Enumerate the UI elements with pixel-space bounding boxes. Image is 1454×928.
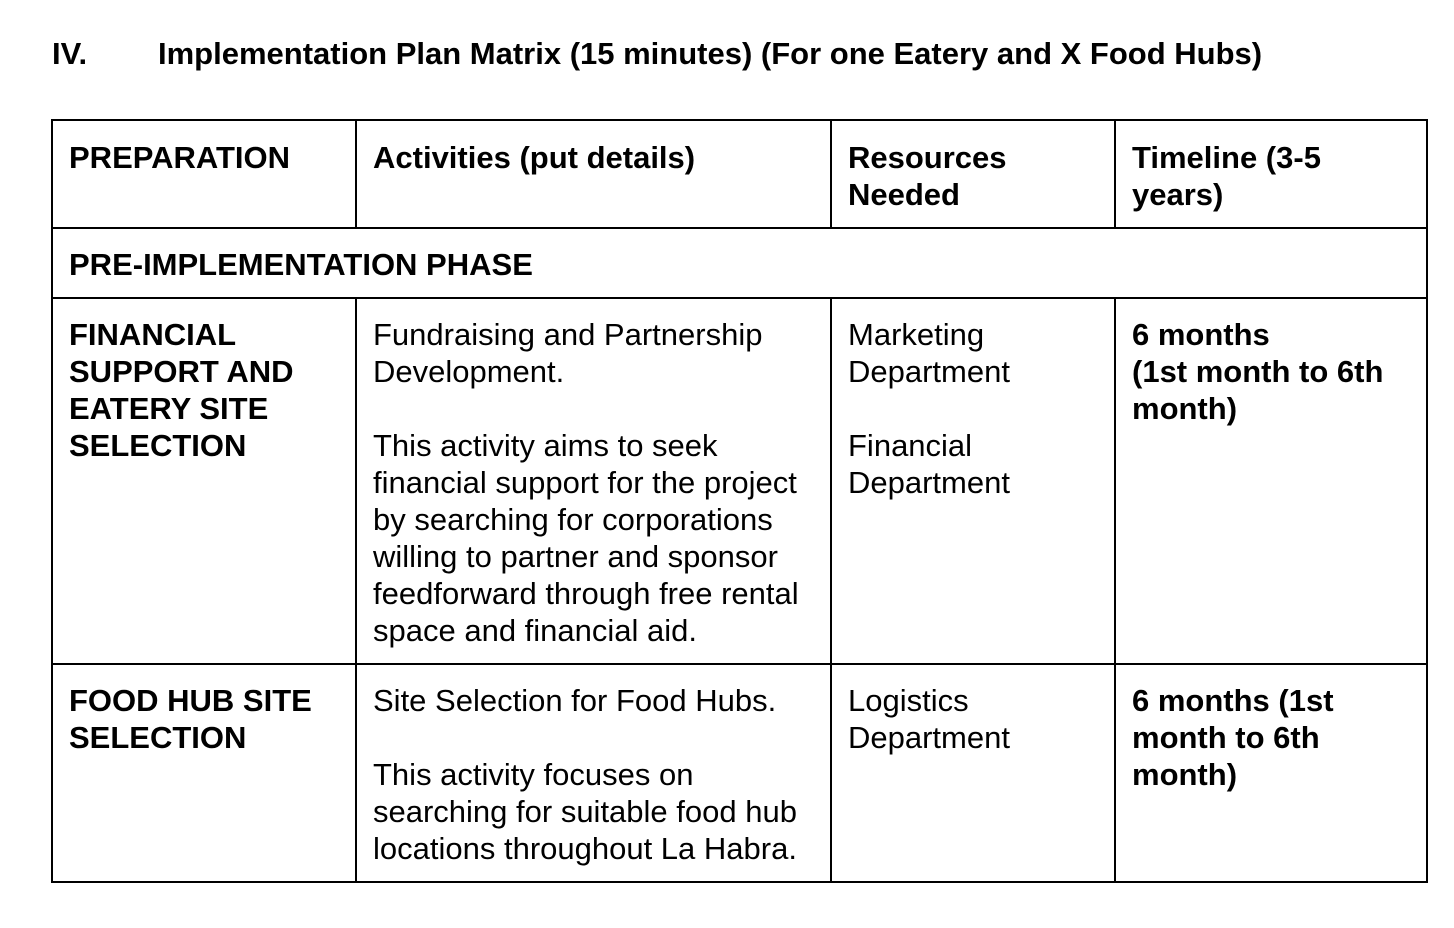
timeline-cell [1115,298,1427,664]
section-title: Implementation Plan Matrix (15 minutes) (For one Eatery and X Food Hubs) [158,36,1263,71]
resource-item: Financial Department [848,428,1010,500]
activities-cell [356,664,831,882]
activity-title: Fundraising and Partnership Development. [373,317,763,389]
preparation-cell: FOOD HUB SITE SELECTION [52,664,356,882]
phase-label: PRE-IMPLEMENTATION PHASE [52,228,1427,298]
resources-cell [831,664,1115,882]
resource-item: Logistics Department [848,683,1010,755]
resource-item: Marketing Department [848,317,1010,389]
timeline-cell: 6 months (1st month to 6th month) [1115,664,1427,882]
header-timeline: Timeline (3-5 years) [1115,120,1427,228]
table-header-row [52,120,1427,228]
section-heading [52,34,1262,74]
implementation-plan-table [51,119,1428,883]
header-preparation: PREPARATION [52,120,356,228]
activities-cell [356,298,831,664]
header-resources: Resources Needed [831,120,1115,228]
activity-detail: This activity aims to seek financial support for the project by searching for corporations willing to partner and sponsor feedforward through free rental space and financial aid. [373,428,799,648]
phase-row [52,228,1427,298]
table-row [52,664,1427,882]
preparation-cell: FINANCIAL SUPPORT AND EATERY SITE SELECTION [52,298,356,664]
table-row [52,298,1427,664]
timeline-duration: 6 months [1132,317,1270,352]
section-number: IV. [52,36,88,71]
activity-detail: This activity focuses on searching for suitable food hub locations throughout La Habra. [373,757,797,866]
activity-title: Site Selection for Food Hubs. [373,683,777,718]
header-activities: Activities (put details) [356,120,831,228]
timeline-range: (1st month to 6th month) [1132,354,1384,426]
resources-cell [831,298,1115,664]
